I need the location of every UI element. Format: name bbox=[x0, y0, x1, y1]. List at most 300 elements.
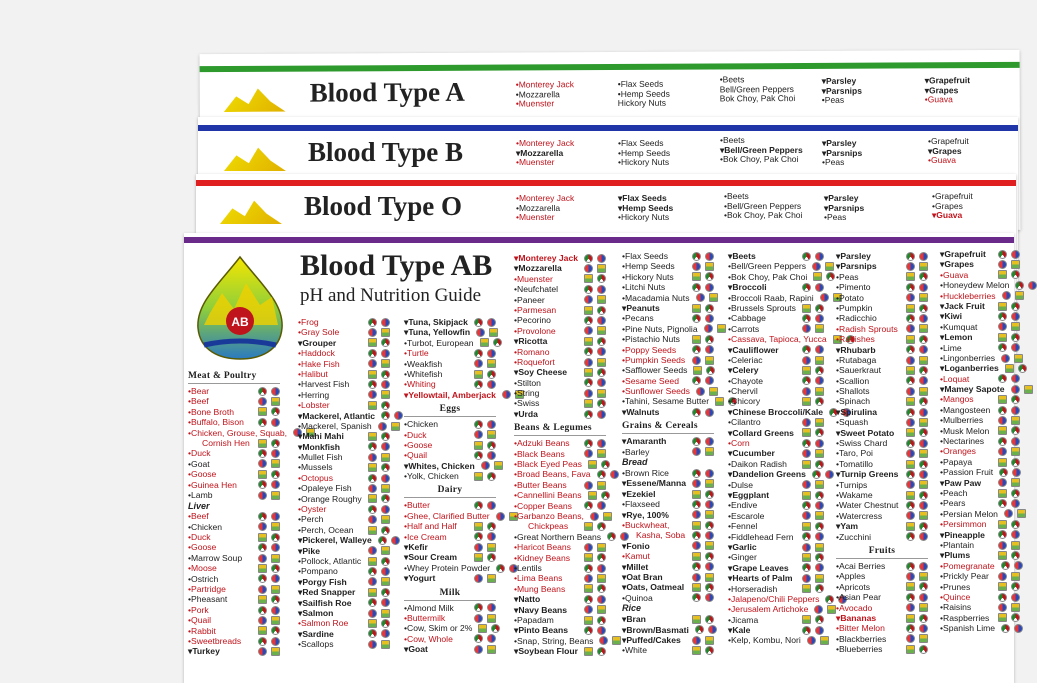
food-item bbox=[622, 355, 714, 365]
nutrient-indicator-icon bbox=[271, 407, 280, 416]
food-item bbox=[940, 582, 1020, 592]
nutrient-indicator-icon bbox=[271, 459, 280, 468]
food-item-label: •Chayote bbox=[728, 375, 764, 386]
food-item-label: •Goose bbox=[188, 469, 217, 480]
nutrient-indicator-icon bbox=[271, 647, 280, 656]
sheet-a-strip-3 bbox=[720, 75, 796, 104]
ph-indicator-icon bbox=[998, 520, 1007, 529]
sheet-ab-stripe bbox=[184, 237, 1014, 243]
food-item bbox=[940, 613, 1020, 623]
food-item bbox=[728, 521, 824, 531]
food-item bbox=[836, 448, 928, 458]
nutrient-indicator-icon bbox=[815, 387, 824, 396]
food-item bbox=[940, 332, 1020, 342]
ph-indicator-icon bbox=[692, 335, 701, 344]
ph-indicator-icon bbox=[368, 442, 377, 451]
food-item-label: •Flaxseed bbox=[622, 499, 660, 510]
ph-indicator-icon bbox=[368, 629, 377, 638]
food-item bbox=[940, 353, 1020, 363]
ph-indicator-icon bbox=[692, 583, 701, 592]
food-item-label: ▾Fonio bbox=[622, 540, 650, 551]
food-item-label: •Safflower Seeds bbox=[622, 365, 688, 376]
food-item-label: ▾Grapes bbox=[940, 259, 974, 270]
food-item-label: ▾Turkey bbox=[188, 646, 220, 657]
ph-indicator-icon bbox=[258, 522, 267, 531]
ph-indicator-icon bbox=[696, 293, 705, 302]
food-item-label: •Cassava, Tapioca, Yucca bbox=[728, 334, 827, 345]
ph-indicator-icon bbox=[368, 463, 377, 472]
nutrient-indicator-icon bbox=[709, 387, 718, 396]
food-item-label: ▾Whites, Chicken bbox=[404, 460, 475, 471]
ph-indicator-icon bbox=[584, 501, 593, 510]
nutrient-indicator-icon bbox=[815, 324, 824, 333]
food-item bbox=[836, 592, 928, 602]
food-item-label: •Chicken bbox=[188, 521, 223, 532]
nutrient-indicator-icon bbox=[919, 335, 928, 344]
nutrient-indicator-icon bbox=[487, 634, 496, 643]
ph-indicator-icon bbox=[999, 468, 1008, 477]
ph-indicator-icon bbox=[692, 376, 701, 385]
ph-indicator-icon bbox=[998, 458, 1007, 467]
food-item-label: •Scallion bbox=[836, 375, 870, 386]
strip-item: •Grapefruit bbox=[932, 191, 973, 201]
food-item-label: •Lentils bbox=[514, 562, 542, 573]
ph-indicator-icon bbox=[368, 619, 377, 628]
nutrient-indicator-icon bbox=[487, 553, 496, 562]
nutrient-indicator-icon bbox=[1014, 561, 1023, 570]
food-item bbox=[514, 449, 606, 459]
food-item-label: •Raspberries bbox=[940, 612, 990, 623]
food-item-label: ▾Paw Paw bbox=[940, 477, 982, 488]
food-item bbox=[188, 532, 280, 542]
nutrient-indicator-icon bbox=[597, 254, 606, 263]
food-item-label: •Whitefish bbox=[404, 368, 443, 379]
nutrient-indicator-icon bbox=[271, 449, 280, 458]
ph-indicator-icon bbox=[802, 522, 811, 531]
ph-indicator-icon bbox=[478, 624, 487, 633]
food-item-label: ▾Collard Greens bbox=[728, 427, 794, 438]
food-item-label: •Musk Melon bbox=[940, 425, 990, 436]
food-item bbox=[298, 608, 390, 618]
nutrient-indicator-icon bbox=[494, 461, 503, 470]
nutrient-indicator-icon bbox=[1011, 312, 1020, 321]
food-item-label: ▾Urda bbox=[514, 408, 538, 419]
strip-item: •Guava bbox=[928, 155, 957, 166]
ph-indicator-icon bbox=[368, 390, 377, 399]
food-item bbox=[622, 436, 714, 446]
ph-indicator-icon bbox=[584, 295, 593, 304]
nutrient-indicator-icon bbox=[705, 335, 714, 344]
food-item bbox=[728, 615, 824, 625]
ph-indicator-icon bbox=[692, 408, 701, 417]
nutrient-indicator-icon bbox=[919, 272, 928, 281]
food-item-label: ▾Hearts of Palm bbox=[728, 573, 793, 584]
ph-indicator-icon bbox=[906, 335, 915, 344]
nutrient-indicator-icon bbox=[391, 536, 400, 545]
nutrient-indicator-icon bbox=[597, 647, 606, 656]
food-item bbox=[188, 553, 280, 563]
ph-indicator-icon bbox=[584, 264, 593, 273]
food-item-label: •Fiddlehead Fern bbox=[728, 531, 794, 542]
nutrient-indicator-icon bbox=[815, 501, 824, 510]
food-item-label: •Pompano bbox=[298, 566, 338, 577]
nutrient-indicator-icon bbox=[487, 318, 496, 327]
food-item-label: ▾Brown/Basmati bbox=[622, 624, 689, 635]
food-item bbox=[298, 359, 390, 369]
nutrient-indicator-icon bbox=[381, 474, 390, 483]
food-item-label: •Squash bbox=[836, 417, 869, 428]
nutrient-indicator-icon bbox=[705, 408, 714, 417]
food-item-label: •Mackerel, Spanish bbox=[298, 420, 372, 431]
food-item-label: •Mullet Fish bbox=[298, 452, 343, 463]
nutrient-indicator-icon bbox=[825, 470, 834, 479]
food-item bbox=[622, 334, 714, 344]
food-item bbox=[404, 471, 496, 481]
nutrient-indicator-icon bbox=[491, 624, 500, 633]
ph-indicator-icon bbox=[474, 441, 483, 450]
food-item-label: ▾Kefir bbox=[404, 542, 428, 553]
nutrient-indicator-icon bbox=[815, 511, 824, 520]
ph-indicator-icon bbox=[998, 551, 1007, 560]
strip-item: ▾Grapes bbox=[928, 145, 962, 156]
ph-indicator-icon bbox=[474, 359, 483, 368]
food-item-label: •Sauerkraut bbox=[836, 365, 882, 376]
nutrient-indicator-icon bbox=[815, 376, 824, 385]
food-item bbox=[622, 562, 714, 572]
nutrient-indicator-icon bbox=[381, 588, 390, 597]
ph-indicator-icon bbox=[584, 337, 593, 346]
ph-indicator-icon bbox=[998, 312, 1007, 321]
section-header-milk: Milk bbox=[404, 588, 496, 601]
nutrient-indicator-icon bbox=[705, 469, 714, 478]
strip-item: ▾Parsley bbox=[824, 193, 859, 203]
food-item-label: •Papadam bbox=[514, 614, 554, 625]
food-item bbox=[836, 386, 928, 396]
nutrient-indicator-icon bbox=[271, 470, 280, 479]
nutrient-indicator-icon bbox=[271, 564, 280, 573]
food-item-label: •Litchi Nuts bbox=[622, 282, 666, 293]
food-item-label: •Perch bbox=[298, 514, 324, 525]
ph-indicator-icon bbox=[584, 410, 593, 419]
ph-indicator-icon bbox=[812, 470, 821, 479]
ph-indicator-icon bbox=[258, 606, 267, 615]
food-item-label: •Pomegranate bbox=[940, 560, 995, 571]
nutrient-indicator-icon bbox=[597, 574, 606, 583]
food-item bbox=[622, 396, 714, 406]
nutrient-indicator-icon bbox=[271, 574, 280, 583]
ph-indicator-icon bbox=[368, 349, 377, 358]
nutrient-indicator-icon bbox=[271, 480, 280, 489]
food-item bbox=[514, 511, 606, 521]
food-item-label: •Poppy Seeds bbox=[622, 344, 677, 355]
nutrient-indicator-icon bbox=[381, 494, 390, 503]
nutrient-indicator-icon bbox=[705, 314, 714, 323]
nutrient-indicator-icon bbox=[815, 356, 824, 365]
ph-indicator-icon bbox=[998, 343, 1007, 352]
nutrient-indicator-icon bbox=[381, 546, 390, 555]
food-item bbox=[298, 379, 390, 389]
ph-indicator-icon bbox=[584, 306, 593, 315]
food-item-label: ▾Tuna, Yellowfin bbox=[404, 327, 471, 338]
nutrient-indicator-icon bbox=[815, 563, 824, 572]
food-item bbox=[298, 587, 390, 597]
nutrient-indicator-icon bbox=[919, 634, 928, 643]
nutrient-indicator-icon bbox=[1014, 354, 1023, 363]
nutrient-indicator-icon bbox=[487, 430, 496, 439]
nutrient-indicator-icon bbox=[815, 584, 824, 593]
food-item bbox=[514, 357, 606, 367]
sheet-b-strip-3 bbox=[720, 136, 803, 165]
food-item-label: ▾Monterey Jack bbox=[514, 253, 579, 263]
food-item bbox=[188, 417, 280, 427]
ph-indicator-icon bbox=[998, 426, 1007, 435]
food-item-label: ▾Parsnips bbox=[836, 261, 877, 272]
sheet-a-strip-4 bbox=[822, 77, 862, 106]
food-item-label: •Cow, Whole bbox=[404, 633, 453, 644]
nutrient-indicator-icon bbox=[815, 480, 824, 489]
nutrient-indicator-icon bbox=[815, 366, 824, 375]
ph-indicator-icon bbox=[906, 491, 915, 500]
ph-indicator-icon bbox=[258, 480, 267, 489]
food-item-label: •Brussels Sprouts bbox=[728, 302, 796, 313]
food-item bbox=[940, 374, 1020, 384]
food-item-label: •Quinoa bbox=[622, 592, 653, 603]
food-item-label: •Huckleberries bbox=[940, 290, 996, 301]
strip-item: •Muenster bbox=[516, 212, 555, 223]
ph-indicator-icon bbox=[599, 636, 608, 645]
nutrient-indicator-icon bbox=[815, 532, 824, 541]
nutrient-indicator-icon bbox=[919, 397, 928, 406]
ph-indicator-icon bbox=[258, 397, 267, 406]
nutrient-indicator-icon bbox=[705, 252, 714, 261]
food-item-label: •Oyster bbox=[298, 504, 327, 515]
food-item-label: ▾Jack Fruit bbox=[940, 300, 985, 311]
food-item-label: •Goose bbox=[404, 439, 433, 450]
food-item bbox=[188, 584, 280, 594]
nutrient-indicator-icon bbox=[1011, 426, 1020, 435]
nutrient-indicator-icon bbox=[381, 598, 390, 607]
food-item bbox=[940, 488, 1020, 498]
food-item-label: •Jicama bbox=[728, 614, 759, 625]
food-item-label: •Bitter Melon bbox=[836, 623, 885, 634]
nutrient-indicator-icon bbox=[489, 328, 498, 337]
food-item bbox=[298, 629, 390, 639]
food-item bbox=[836, 500, 928, 510]
food-item bbox=[404, 461, 496, 471]
nutrient-indicator-icon bbox=[705, 345, 714, 354]
food-item-label: ▾Mahi Mahi bbox=[298, 431, 344, 442]
sheet-a-strip-1 bbox=[516, 80, 574, 109]
ph-indicator-icon bbox=[692, 490, 701, 499]
ph-indicator-icon bbox=[692, 479, 701, 488]
food-item bbox=[728, 251, 824, 261]
ph-indicator-icon bbox=[802, 615, 811, 624]
ph-indicator-icon bbox=[474, 318, 483, 327]
food-item-label: •Copper Beans bbox=[514, 500, 572, 511]
food-item-label: ▾Eggplant bbox=[728, 489, 770, 500]
nutrient-indicator-icon bbox=[919, 532, 928, 541]
food-item bbox=[940, 343, 1020, 353]
strip-item: ▾Guava bbox=[932, 210, 963, 221]
food-item-label: •Mangos bbox=[940, 394, 974, 405]
ph-indicator-icon bbox=[692, 345, 701, 354]
ph-indicator-icon bbox=[906, 408, 915, 417]
sheet-b-strip-5 bbox=[928, 137, 969, 166]
ph-indicator-icon bbox=[368, 338, 377, 347]
ph-indicator-icon bbox=[368, 484, 377, 493]
food-item bbox=[404, 573, 496, 583]
ph-indicator-icon bbox=[496, 512, 505, 521]
food-item-label: •Ginger bbox=[728, 552, 757, 563]
food-item bbox=[298, 494, 390, 504]
ph-indicator-icon bbox=[802, 501, 811, 510]
nutrient-indicator-icon bbox=[815, 397, 824, 406]
food-item bbox=[728, 313, 824, 323]
nutrient-indicator-icon bbox=[919, 283, 928, 292]
food-item-label: ▾Sour Cream bbox=[404, 552, 458, 563]
ph-indicator-icon bbox=[1004, 509, 1013, 518]
food-item bbox=[940, 270, 1020, 280]
food-item-label: •Kidney Beans bbox=[514, 552, 571, 563]
food-item bbox=[728, 324, 824, 334]
food-item bbox=[728, 293, 824, 303]
nutrient-indicator-icon bbox=[1011, 333, 1020, 342]
food-item bbox=[836, 293, 928, 303]
ph-indicator-icon bbox=[998, 489, 1007, 498]
strip-item: ▾Parsnips bbox=[821, 85, 862, 96]
nutrient-indicator-icon bbox=[815, 304, 824, 313]
food-item-label: ▾Rhubarb bbox=[836, 344, 876, 355]
food-item-label: •Chervil bbox=[728, 386, 758, 397]
food-item bbox=[622, 293, 714, 303]
food-item bbox=[622, 572, 714, 582]
strip-item: ▾Parsnips bbox=[824, 202, 865, 213]
ph-indicator-icon bbox=[1002, 291, 1011, 300]
food-item-label: Chickpeas bbox=[528, 521, 569, 532]
ph-indicator-icon bbox=[692, 531, 701, 540]
food-item bbox=[298, 546, 390, 556]
food-item bbox=[404, 359, 496, 369]
food-item-label: •Butter Beans bbox=[514, 479, 567, 490]
food-item bbox=[298, 390, 390, 400]
food-item-label: •Buffalo, Bison bbox=[188, 417, 244, 428]
food-item bbox=[514, 615, 606, 625]
food-item-label: •Fennel bbox=[728, 521, 758, 532]
food-item-label: •Chicory bbox=[728, 396, 761, 407]
strip-item: ▾Parsley bbox=[821, 75, 857, 86]
nutrient-indicator-icon bbox=[815, 345, 824, 354]
food-item-label: •Sunflower Seeds bbox=[622, 386, 690, 397]
food-item-label: •Moose bbox=[188, 563, 217, 574]
food-item bbox=[728, 272, 824, 282]
nutrient-indicator-icon bbox=[919, 252, 928, 261]
nutrient-indicator-icon bbox=[381, 338, 390, 347]
nutrient-indicator-icon bbox=[487, 543, 496, 552]
food-item-label: •Radish Sprouts bbox=[836, 323, 898, 334]
ph-indicator-icon bbox=[906, 418, 915, 427]
nutrient-indicator-icon bbox=[381, 577, 390, 586]
food-item-label: •Persimmon bbox=[940, 519, 987, 530]
food-item-label: •Haddock bbox=[298, 348, 335, 359]
food-item-label: •Endive bbox=[728, 500, 758, 511]
food-item-label: •Partridge bbox=[188, 584, 226, 595]
nutrient-indicator-icon bbox=[705, 531, 714, 540]
strip-item: •Hickory Nuts bbox=[618, 212, 670, 223]
ph-indicator-icon bbox=[704, 324, 713, 333]
ph-indicator-icon bbox=[802, 314, 811, 323]
nutrient-indicator-icon bbox=[597, 378, 606, 387]
food-item-label: •Celeriac bbox=[728, 354, 763, 365]
food-item bbox=[728, 635, 824, 645]
food-item bbox=[514, 594, 606, 604]
ph-indicator-icon bbox=[474, 553, 483, 562]
food-item-label: •Lobster bbox=[298, 400, 330, 411]
strip-item: ▾Parsley bbox=[822, 138, 857, 148]
nutrient-indicator-icon bbox=[919, 491, 928, 500]
nutrient-indicator-icon bbox=[1011, 603, 1020, 612]
ph-indicator-icon bbox=[258, 470, 267, 479]
ph-indicator-icon bbox=[998, 333, 1007, 342]
ph-indicator-icon bbox=[998, 447, 1007, 456]
food-item-label: •Adzuki Beans bbox=[514, 438, 570, 449]
food-item-label: •Bok Choy, Pak Choi bbox=[728, 271, 808, 282]
nutrient-indicator-icon bbox=[705, 562, 714, 571]
food-item bbox=[836, 428, 928, 438]
ph-indicator-icon bbox=[802, 439, 811, 448]
food-item bbox=[622, 614, 714, 624]
food-item-label: •Pumpkin Seeds bbox=[622, 354, 686, 365]
ph-indicator-icon bbox=[906, 366, 915, 375]
nutrient-indicator-icon bbox=[1011, 343, 1020, 352]
strip-item: •Bell/Green Peppers bbox=[724, 200, 802, 211]
food-item bbox=[298, 504, 390, 514]
food-item-label: •Great Northern Beans bbox=[514, 531, 602, 542]
food-item-label: •Raisins bbox=[940, 602, 972, 613]
ph-indicator-icon bbox=[998, 478, 1007, 487]
ph-indicator-icon bbox=[998, 530, 1007, 539]
food-item-label: •Radishes bbox=[836, 334, 875, 345]
ph-indicator-icon bbox=[802, 626, 811, 635]
strip-item: •Peas bbox=[821, 94, 845, 106]
food-item-label: •Pecans bbox=[622, 313, 654, 324]
strip-item: •Beets bbox=[719, 74, 745, 85]
food-item-label: •Hemp Seeds bbox=[622, 261, 675, 272]
strip-item: ▾Grapefruit bbox=[924, 75, 971, 86]
food-item-label: ▾Mackerel, Atlantic bbox=[298, 410, 376, 421]
food-item-label: •Rutabaga bbox=[836, 354, 877, 365]
food-item bbox=[188, 396, 280, 406]
food-item-label: •Gray Sole bbox=[298, 327, 340, 338]
ph-indicator-icon bbox=[692, 615, 701, 624]
food-item bbox=[940, 457, 1020, 467]
nutrient-indicator-icon bbox=[1011, 416, 1020, 425]
food-item bbox=[298, 338, 390, 348]
nutrient-indicator-icon bbox=[487, 574, 496, 583]
ph-indicator-icon bbox=[906, 252, 915, 261]
food-item bbox=[940, 301, 1020, 311]
food-item bbox=[622, 520, 714, 530]
nutrient-indicator-icon bbox=[597, 553, 606, 562]
food-item-label: •Whey Protein Powder bbox=[404, 562, 491, 573]
ph-indicator-icon bbox=[802, 283, 811, 292]
ph-indicator-icon bbox=[607, 532, 616, 541]
food-item-label: •Halibut bbox=[298, 368, 328, 379]
column-nuts-grains bbox=[622, 251, 714, 656]
nutrient-indicator-icon bbox=[919, 408, 928, 417]
nutrient-indicator-icon bbox=[1011, 437, 1020, 446]
ph-indicator-icon bbox=[474, 574, 483, 583]
nutrient-indicator-icon bbox=[381, 567, 390, 576]
